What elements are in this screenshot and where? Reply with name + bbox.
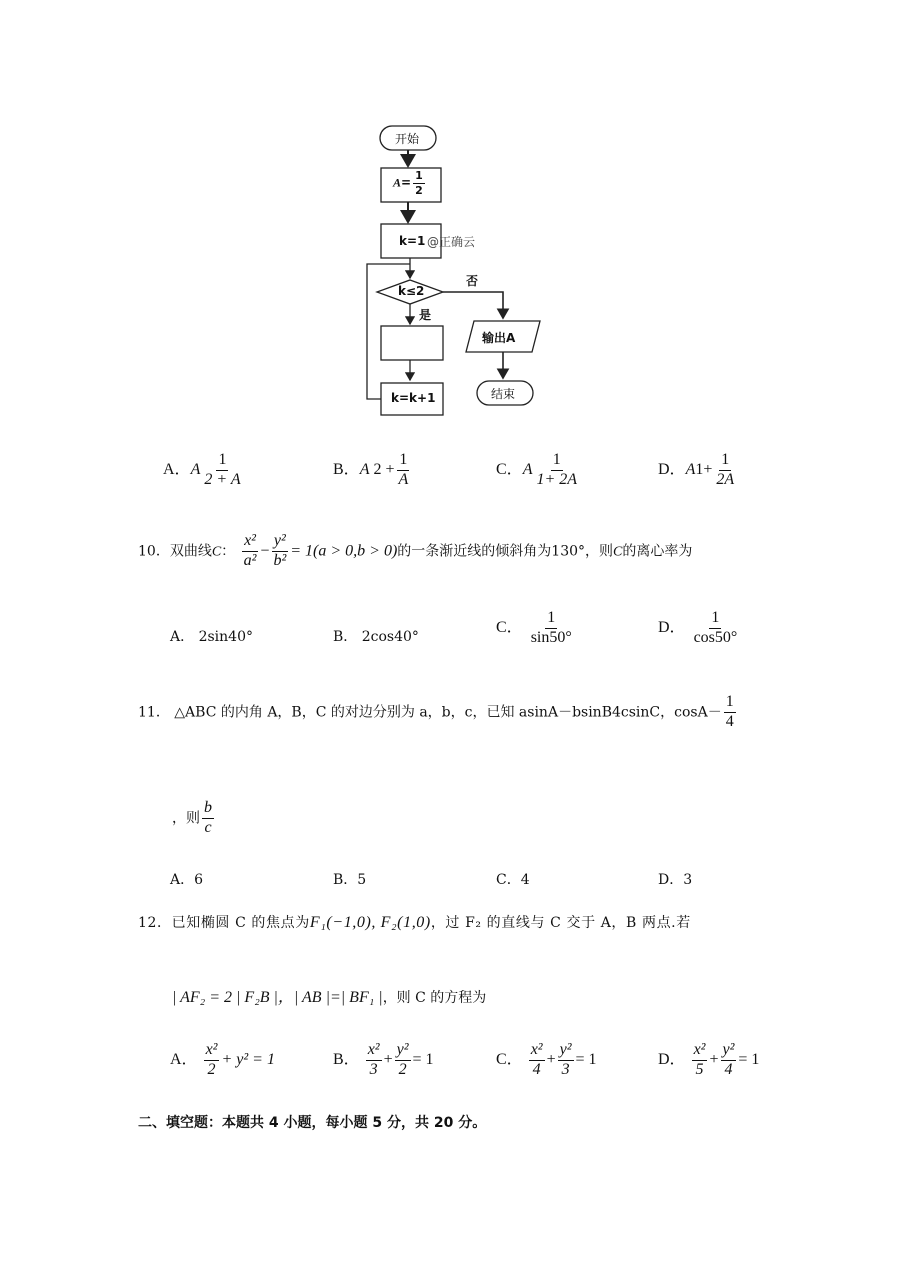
flowchart-end-label: 结束 [491, 387, 516, 401]
flowchart-start-label: 开始 [395, 132, 420, 146]
option-den: 2 + A [204, 470, 241, 488]
option-value: 2sin40° [198, 629, 253, 645]
option-num2: y² [721, 1042, 737, 1061]
option-value: 5 [357, 872, 367, 888]
option-letter: C． [496, 460, 523, 478]
option-letter: A． [170, 629, 195, 645]
question-number: 10． [138, 543, 170, 560]
q10-option-b [333, 626, 419, 646]
option-letter: D． [658, 460, 686, 478]
q10-y-num: y² [272, 533, 288, 552]
q12-stem [138, 912, 691, 932]
flowchart-output: 输出A [482, 331, 516, 345]
option-rest: = 1 [738, 1050, 760, 1068]
assign-a-fraction [413, 170, 425, 196]
flowchart [355, 120, 565, 420]
q10-angle: 130° [551, 543, 586, 560]
option-letter: A． [170, 872, 195, 888]
q12-cond: | AF₂ = 2 | F₂B |，| AB |=| BF₁ | [172, 989, 383, 1006]
option-letter: B． [333, 872, 358, 888]
option-mid: 2 + [373, 460, 395, 478]
option-num: x² [366, 1042, 382, 1061]
q10-text-a: 双曲线 [169, 543, 212, 560]
option-rest: + y² = 1 [221, 1050, 275, 1068]
q10-text-c: ，则 [585, 543, 614, 560]
q12-condition [172, 984, 486, 1007]
q10-minus: − [260, 542, 270, 560]
option-den: 3 [369, 1060, 378, 1078]
watermark: @正确云 [427, 235, 476, 249]
option-prefix: A [522, 460, 533, 478]
q11-continuation [172, 800, 216, 837]
flowchart-increment: k=k+1 [391, 391, 436, 405]
option-den: cos50° [693, 628, 738, 646]
q10-x-num: x² [242, 533, 258, 552]
q12-line2b: ，则 C 的方程为 [382, 990, 487, 1006]
q10-rhs: = 1(a > 0,b > 0) [290, 542, 398, 560]
q11-option-c [496, 869, 530, 889]
option-den: 2 [207, 1060, 216, 1078]
q12-line1: 已知椭圆 C 的焦点为 [171, 915, 310, 931]
q10-text-b: 的一条渐近线的倾斜角为 [397, 543, 552, 560]
q10-colon: ： [221, 543, 236, 560]
assign-a-num: 1 [415, 169, 423, 182]
option-prefix: A [190, 460, 201, 478]
option-num: 1 [709, 610, 721, 629]
option-letter: D． [658, 872, 684, 888]
option-num: 1 [397, 452, 409, 471]
q11-frac-num: 1 [724, 694, 736, 713]
q12-line1b: ，过 F₂ 的直线与 C 交于 A，B 两点.若 [430, 915, 691, 931]
option-den: 4 [532, 1060, 541, 1078]
q11-option-a [170, 869, 203, 889]
q10-option-c [496, 610, 576, 647]
assign-a-var: A [393, 175, 402, 190]
flowchart-yes-label: 是 [419, 308, 432, 322]
option-prefix: A [685, 460, 696, 478]
q12-option-b: B． $\frac{\text{x²}}{3}$ + $\frac{\text{y²}}{2}$ = 1 [333, 1041, 434, 1078]
q12-option-d: D． $\frac{\text{x²}}{5}$ + $\frac{\text{y²}}{4}$ = 1 [658, 1041, 760, 1078]
q9-option-b [333, 452, 412, 489]
section-heading: 二、填空题：本题共 4 小题，每小题 5 分，共 20 分。 [138, 1115, 487, 1131]
option-num: 1 [216, 452, 228, 471]
option-value: 4 [520, 872, 530, 888]
option-letter: B． [333, 460, 360, 478]
q9-option-d [658, 452, 738, 489]
q10-option-d [658, 610, 741, 647]
q12-option-c: C． $\frac{\text{x²}}{4}$ + $\frac{\text{y²}}{3}$ = 1 [496, 1041, 597, 1078]
option-num2: y² [395, 1042, 411, 1061]
option-den2: 4 [724, 1060, 733, 1078]
assign-a-den: 2 [415, 183, 423, 197]
option-prefix: A [359, 460, 370, 478]
option-den2: 3 [561, 1060, 570, 1078]
flowchart-condition: k≤2 [398, 284, 425, 298]
q10-var-c: C [211, 544, 222, 560]
q10-option-a [170, 626, 253, 646]
option-rest: = 1 [412, 1050, 434, 1068]
q11-text: △ABC 的内角 A，B，C 的对边分别为 a，b，c，已知 asinA－bsinB4csinC，cosA－ [174, 704, 722, 721]
q10-stem [138, 533, 692, 570]
q11-option-d [658, 869, 692, 889]
option-value: 3 [683, 872, 693, 888]
option-den: A [398, 470, 409, 488]
q9-option-c [496, 452, 581, 489]
assign-a-eq: = [401, 175, 412, 190]
option-num: x² [692, 1042, 708, 1061]
option-letter: D． [658, 618, 686, 636]
q9-option-a [163, 452, 245, 489]
option-den: 1+ 2A [536, 470, 578, 488]
q11-stem [138, 694, 738, 731]
q10-x-den: a² [243, 551, 257, 569]
option-rest: = 1 [575, 1050, 597, 1068]
option-mid: 1+ [695, 460, 713, 478]
flowchart-assign-a [393, 170, 427, 196]
option-letter: D． [658, 1050, 686, 1068]
option-num2: y² [558, 1042, 574, 1061]
option-num: x² [529, 1042, 545, 1061]
option-den: sin50° [530, 628, 572, 646]
option-den2: 2 [398, 1060, 407, 1078]
q12-option-a [170, 1042, 275, 1079]
q11-c-den: c [204, 818, 212, 836]
option-letter: B． [333, 629, 358, 645]
option-den: 5 [695, 1060, 704, 1078]
option-den: 2A [716, 470, 735, 488]
option-num: x² [204, 1042, 220, 1061]
option-letter: B． [333, 1050, 360, 1068]
q10-text-d: 的离心率为 [622, 543, 693, 560]
option-num: 1 [551, 452, 563, 471]
option-letter: A． [170, 1050, 198, 1068]
flowchart-assign-k: k=1 [399, 234, 426, 248]
q10-y-den: b² [273, 551, 287, 569]
no-branch-line [443, 292, 503, 318]
q11-frac-den: 4 [725, 712, 734, 730]
option-letter: A． [163, 460, 191, 478]
q10-var-c2: C [613, 544, 623, 560]
question-number: 12． [138, 915, 172, 931]
option-num: 1 [545, 610, 557, 629]
q12-foci: F₁(−1,0), F₂(1,0) [309, 914, 431, 931]
option-num: 1 [719, 452, 731, 471]
option-value: 6 [194, 872, 204, 888]
empty-process-box [381, 326, 443, 360]
option-letter: C． [496, 618, 523, 636]
q11-cont: ，则 [172, 810, 200, 827]
option-letter: C． [496, 872, 521, 888]
option-letter: C． [496, 1050, 523, 1068]
option-value: 2cos40° [361, 629, 419, 645]
q11-option-b [333, 869, 366, 889]
q11-b-num: b [202, 800, 214, 819]
flowchart-no-label: 否 [466, 274, 479, 288]
question-number: 11． [138, 704, 170, 721]
